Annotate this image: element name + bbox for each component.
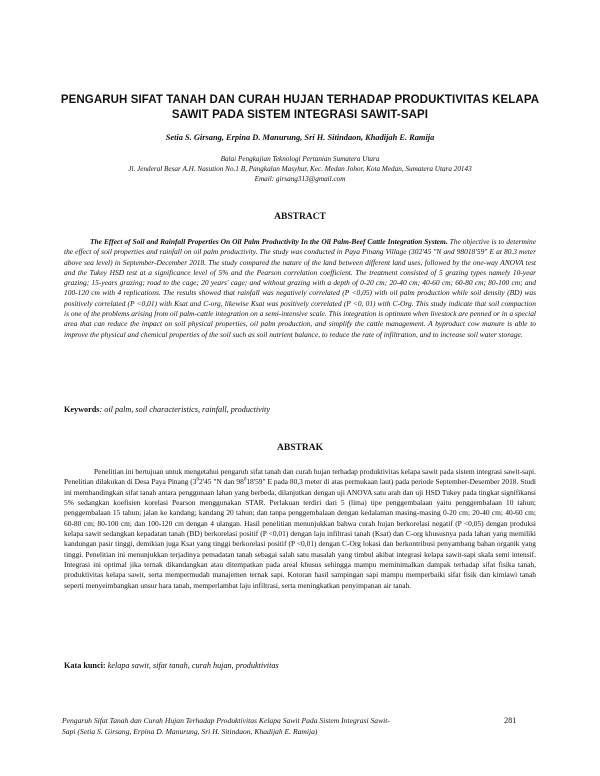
abstrak-text-part1: Penelitian ini bertujuan untuk mengetahui pengaruh sifat tanah dan curah hujan terhadap produktivitas kelapa sawit pada sistem integrasi sawit-sapi. Penelitian dilakukan di Desa Paya Pinang (3 [64, 467, 536, 487]
abstrak-heading: ABSTRAK [277, 443, 323, 453]
author-list: Setia S. Girsang, Erpina D. Manurung, Sri H. Sitindaon, Khadijah E. Ramija [165, 133, 435, 142]
abstrak-text-part2: 2'45 "N dan 98 [199, 477, 244, 487]
abstract-text: The objective is to determine the effect of soil properties and rainfall on oil palm productivity. The study was conducted in Paya Pinang Village (302'45 "N and 98018'59" E at 80.3 meter above sea level) in September-December 2018. The study compared the nature of the land between different land uses, followed by the one-way ANOVA test and the Tukey HSD test at a significance level of 5% and the Pearson correlation coefficient. The treatment consisted of 5 grazing types namely 10-year grazing; 15-years grazing; road to the cage; 20 years' cage; and without grazing with a depth of 0-20 cm; 20-40 cm; 40-60 cm; 60-80 cm; 80-100 cm; and 100-120 cm with 4 replications. The results showed that rainfall was negatively correlated (P <0,05) with oil palm production while soil density (BD) was positively correlated (P <0,01) with Ksat and C-org, likewise Ksat was positively correlated (P <0, 01) with C-Org. This study indicate that soil compaction is one of the problems arising from oil palm-cattle integration on a semi-intensive scale. This integration is optimum when livestock are penned or in a special area that can reduce the impact on soil physical properties, oil palm production, and simplify the cattle management. A byproduct cow manure is able to improve the physical and chemical properties of the soil such as soil nutrient balance, to reduce the rate of infiltration, and to increase soil water storage. [64, 237, 536, 339]
affiliation-email: Email: girsang313@gmail.com [254, 175, 346, 183]
kata-kunci-label: Kata kunci: [64, 661, 106, 670]
degree-superscript: 0 [243, 477, 247, 483]
abstract-heading: ABSTRACT [274, 212, 326, 222]
affiliation-institution: Balai Pengkajian Teknologi Pertanian Sumatera Utara [220, 155, 380, 163]
abstrak-text-part3: 18'59" E pada 80,3 meter di atas permukaan laut) pada periode September-Desember 2018. Studi ini membandingkan sifat tanah antara penggunaan lahan yang berbeda, dilanjutkan dengan uji ANOVA satu arah dan uji HSD Tukey pada tingkat signifikansi 5% sedangkan koefisien korelasi Pearson menggunakan STAR. Perlakuan terdiri dari 5 (lima) tipe penggembalaan yaitu penggembalaan 10 tahun; penggembalaan 15 tahun; jalan ke kandang; kandang 20 tahun; dan tanpa penggembalaan dengan kedalaman masing-masing 0-20 cm; 20-40 cm; 40-60 cm; 60-80 cm; 80-100 cm; dan 100-120 cm dengan 4 ulangan. Hasil penelitian menunjukkan bahwa curah hujan berkorelasi negatif (P <0,05) dengan produksi kelapa sawit sedangkan kepadatan tanah (BD) berkorelasi positif (P <0,01) dengan laju infiltrasi tanah (Ksat) dan C-org khususnya pada lahan yang memiliki kandungan pasir tinggi, demikian juga Ksat yang tinggi berkorelasi positif (P <0,01) dengan C-Org lokasi dan berkontribusi penyambang bahan organik yang tinggi. Penelitian ini menunjukkan terjadinya pemadatan tanah sebagai salah satu masalah yang timbul akibat integrasi kelapa sawit-sapi skala semi intensif. Integrasi ini optimal jika ternak dikandangkan atau ditempatkan pada areal khusus sehingga mampu meminimalkan dampak terhadap sifat fisika tanah, produktivitas kelapa sawit, serta mempermudah manajemen ternak sapi. Kotoran hasil sampingan sapi mampu memperbaiki sifat fisik dan kimiawi tanah seperti menyeimbangkan unsur hara tanah, memperlambat laju infiltrasi, serta meningkatkan penyimpanan air tanah. [64, 477, 536, 590]
page-number: 281 [504, 716, 517, 725]
footer-line-1: Pengaruh Sifat Tanah dan Curah Hujan Terhadap Produktivitas Kelapa Sawit Pada Sistem Integrasi Sawit- [62, 716, 390, 725]
affiliation-address: Jl. Jenderal Besar A.H. Nasution No.1 B, Pangkalan Masyhur, Kec. Medan Johor, Kota Medan, Sumatera Utara 20143 [128, 165, 472, 173]
affiliation-block [40, 154, 560, 184]
keywords-label: Keywords [64, 405, 100, 414]
kata-kunci-text: kelapa sawit, sifat tanah, curah hujan, produktivitas [105, 661, 279, 670]
running-footer [62, 716, 472, 737]
degree-superscript: 0 [196, 477, 199, 483]
keywords-text: : oil palm, soil characteristics, rainfall, productivity [99, 405, 270, 414]
abstrak-body [64, 467, 536, 591]
footer-line-2: Sapi (Setia S. Girsang, Erpina D. Manurung, Sri H. Sitindaon, Khadijah E. Ramija) [62, 726, 318, 736]
kata-kunci-line [64, 661, 536, 670]
keywords-line [64, 405, 536, 414]
abstract-paper-title: The Effect of Soil and Rainfall Properties On Oil Palm Productivity In the Oil Palm-Beef Cattle Integration System. [90, 237, 448, 246]
paper-title: PENGARUH SIFAT TANAH DAN CURAH HUJAN TERHADAP PRODUKTIVITAS KELAPA SAWIT PADA SISTEM INTEGRASI SAWIT-SAPI [60, 94, 540, 121]
abstract-body [64, 237, 536, 340]
